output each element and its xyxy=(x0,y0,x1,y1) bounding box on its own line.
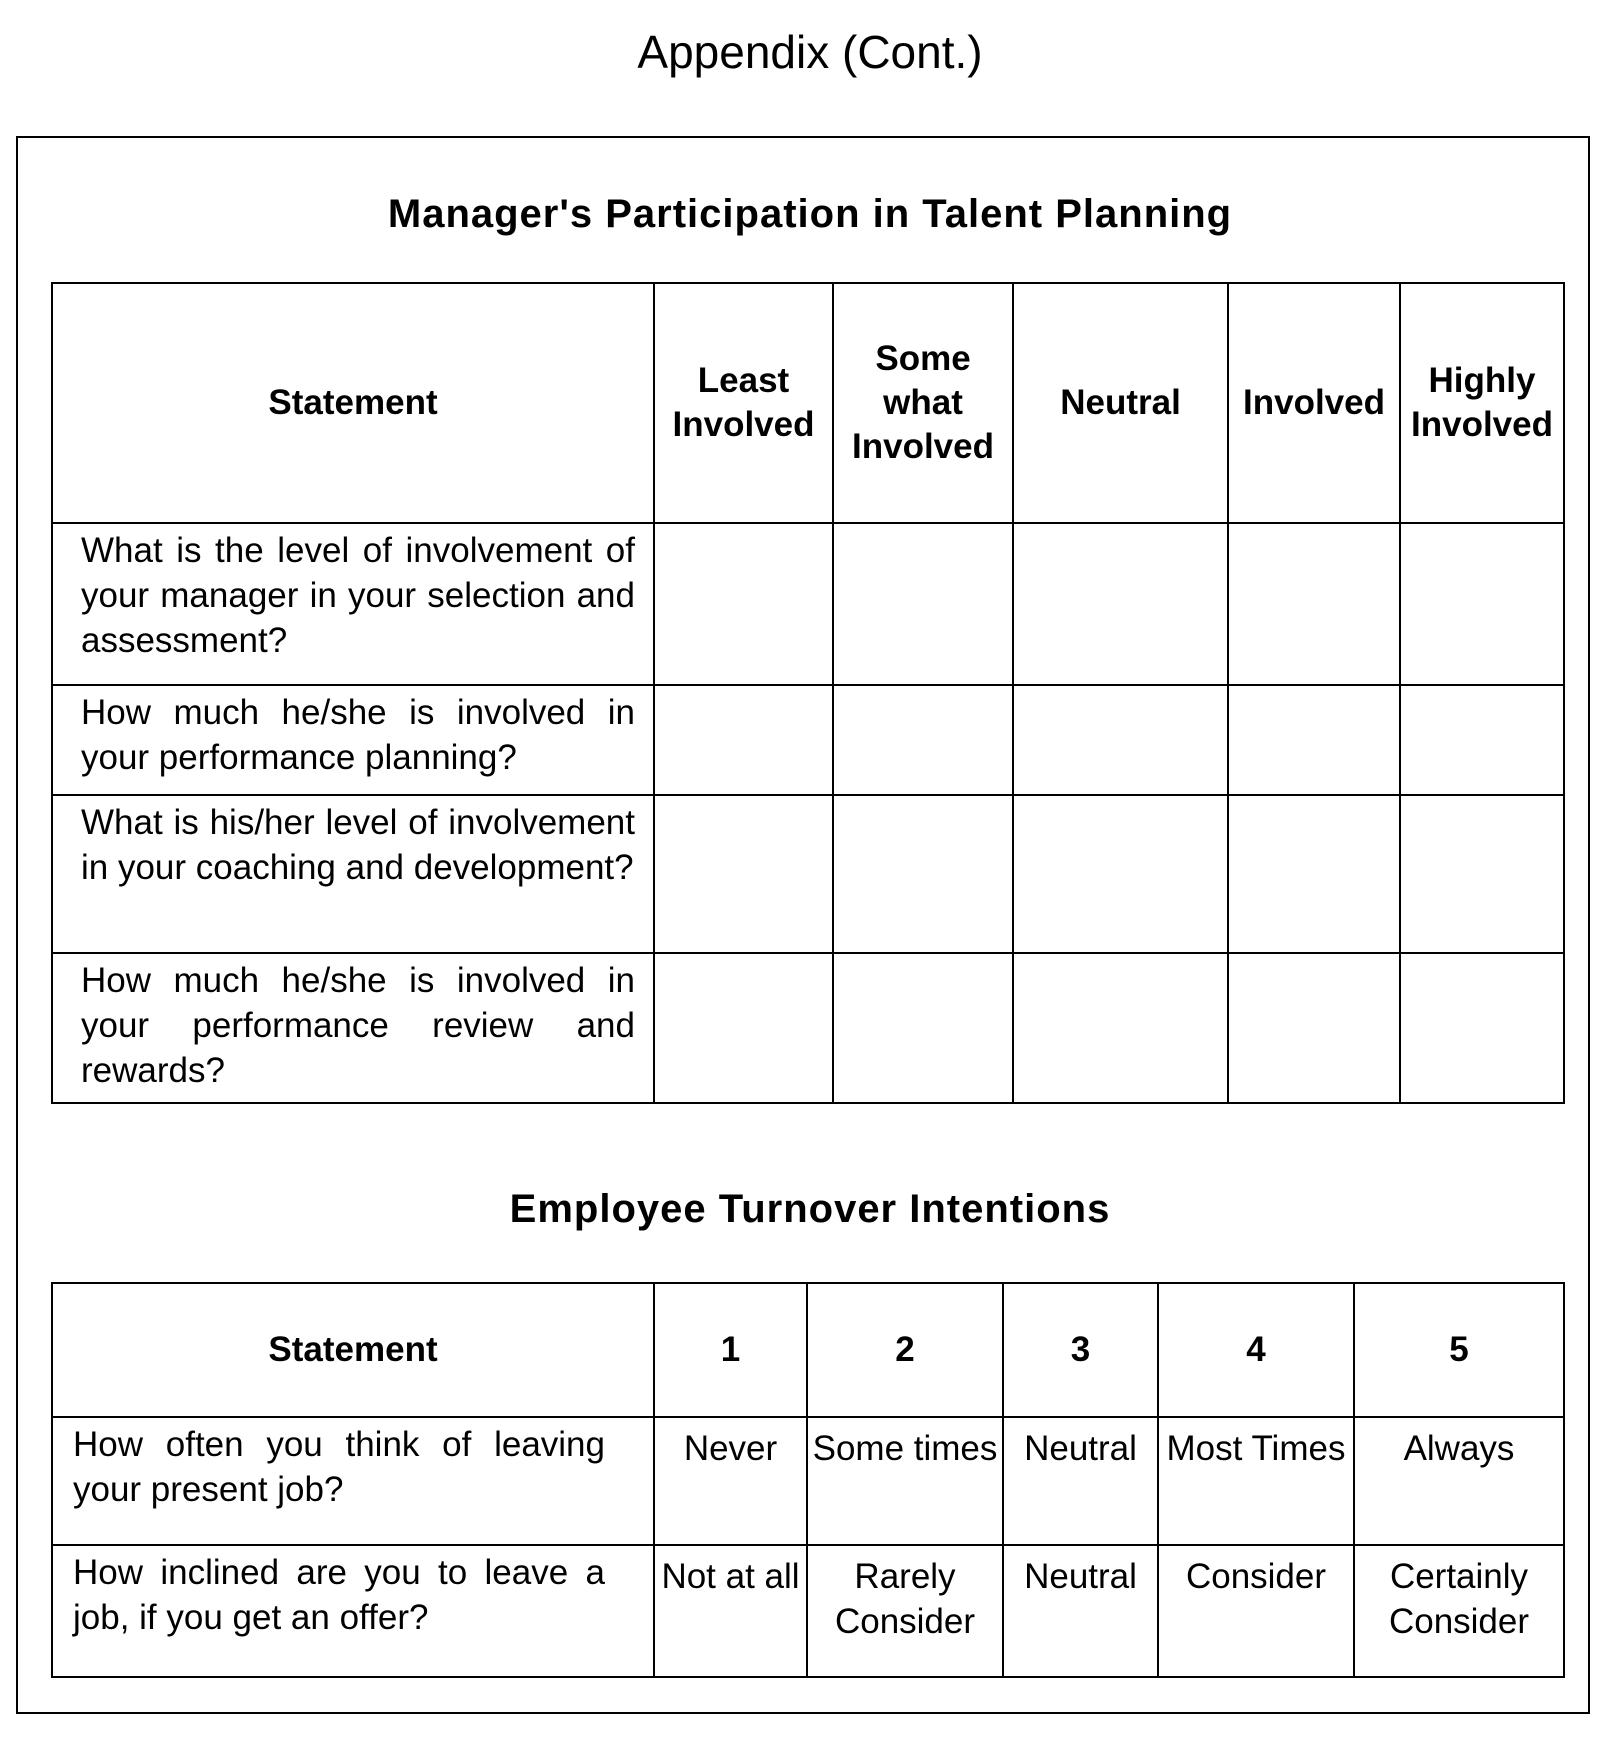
option-cell-1[interactable]: Not at all xyxy=(654,1545,807,1677)
header-5: 5 xyxy=(1354,1283,1564,1417)
page-title: Appendix (Cont.) xyxy=(637,26,983,78)
rating-cell-3[interactable] xyxy=(1013,523,1228,685)
table-row xyxy=(52,1545,1564,1677)
header-neutral: Neutral xyxy=(1013,283,1228,523)
table-row xyxy=(52,953,1564,1103)
statement-cell: What is the level of involvement of your manager in your selection and assessment? xyxy=(52,523,654,685)
header-somewhat-involved: Some what Involved xyxy=(833,283,1013,523)
option-cell-5[interactable]: Certainly Consider xyxy=(1354,1545,1564,1677)
option-cell-4[interactable]: Most Times xyxy=(1158,1417,1354,1545)
header-3: 3 xyxy=(1003,1283,1158,1417)
option-cell-1[interactable]: Never xyxy=(654,1417,807,1545)
statement-cell: How often you think of leaving your present job? xyxy=(52,1417,654,1545)
talent-planning-title: Manager's Participation in Talent Planning xyxy=(387,192,1233,236)
header-least-involved: Least Involved xyxy=(654,283,833,523)
table-header-row xyxy=(52,1283,1564,1417)
header-involved: Involved xyxy=(1228,283,1400,523)
rating-cell-4[interactable] xyxy=(1228,795,1400,953)
rating-cell-5[interactable] xyxy=(1400,953,1564,1103)
header-highly-involved: Highly Involved xyxy=(1400,283,1564,523)
rating-cell-2[interactable] xyxy=(833,953,1013,1103)
rating-cell-2[interactable] xyxy=(833,795,1013,953)
rating-cell-5[interactable] xyxy=(1400,523,1564,685)
header-statement: Statement xyxy=(52,1283,654,1417)
rating-cell-5[interactable] xyxy=(1400,685,1564,795)
option-cell-4[interactable]: Consider xyxy=(1158,1545,1354,1677)
rating-cell-3[interactable] xyxy=(1013,953,1228,1103)
option-cell-2[interactable]: Some times xyxy=(807,1417,1003,1545)
rating-cell-1[interactable] xyxy=(654,523,833,685)
option-cell-3[interactable]: Neutral xyxy=(1003,1545,1158,1677)
statement-cell: How much he/she is involved in your performance review and rewards? xyxy=(52,953,654,1103)
turnover-intentions-title: Employee Turnover Intentions xyxy=(509,1187,1111,1231)
rating-cell-1[interactable] xyxy=(654,953,833,1103)
turnover-intentions-table xyxy=(51,1282,1565,1678)
table-row xyxy=(52,795,1564,953)
header-statement: Statement xyxy=(52,283,654,523)
rating-cell-3[interactable] xyxy=(1013,795,1228,953)
rating-cell-2[interactable] xyxy=(833,685,1013,795)
table-header-row xyxy=(52,283,1564,523)
header-4: 4 xyxy=(1158,1283,1354,1417)
statement-cell: How much he/she is involved in your performance planning? xyxy=(52,685,654,795)
rating-cell-4[interactable] xyxy=(1228,685,1400,795)
table-row xyxy=(52,523,1564,685)
rating-cell-4[interactable] xyxy=(1228,953,1400,1103)
rating-cell-3[interactable] xyxy=(1013,685,1228,795)
rating-cell-4[interactable] xyxy=(1228,523,1400,685)
rating-cell-5[interactable] xyxy=(1400,795,1564,953)
rating-cell-1[interactable] xyxy=(654,795,833,953)
header-2: 2 xyxy=(807,1283,1003,1417)
header-1: 1 xyxy=(654,1283,807,1417)
table-row xyxy=(52,685,1564,795)
option-cell-5[interactable]: Always xyxy=(1354,1417,1564,1545)
talent-planning-table xyxy=(51,282,1565,1104)
statement-cell: How inclined are you to leave a job, if you get an offer? xyxy=(52,1545,654,1677)
statement-cell: What is his/her level of involvement in your coaching and development? xyxy=(52,795,654,953)
rating-cell-2[interactable] xyxy=(833,523,1013,685)
table-row xyxy=(52,1417,1564,1545)
rating-cell-1[interactable] xyxy=(654,685,833,795)
option-cell-2[interactable]: Rarely Consider xyxy=(807,1545,1003,1677)
option-cell-3[interactable]: Neutral xyxy=(1003,1417,1158,1545)
